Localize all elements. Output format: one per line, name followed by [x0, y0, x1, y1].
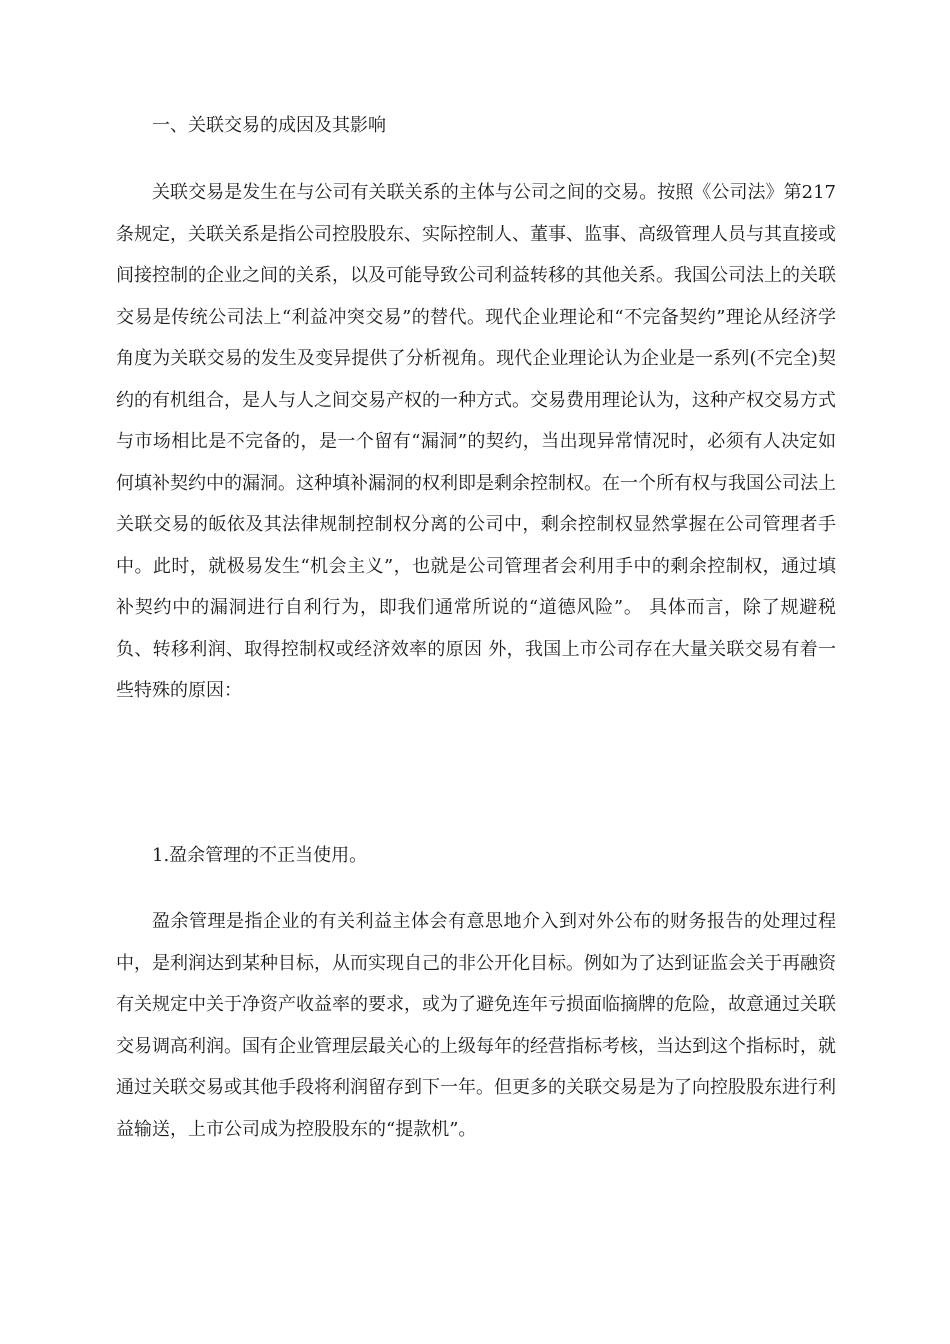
body-paragraph-1: 关联交易是发生在与公司有关联关系的主体与公司之间的交易。按照《公司法》第217条规定，关联关系是指公司控股股东、实际控制人、董事、监事、高级管理人员与其直接或间接控制的企业之间的关系，以及可能导致公司利益转移的其他关系。我国公司法上的关联交易是传统公司法上“利益冲突交易”的替代。现代企业理论和“不完备契约”理论从经济学角度为关联交易的发生及变异提供了分析视角。现代企业理论认为企业是一系列(不完全)契约的有机组合，是人与人之间交易产权的一种方式。交易费用理论认为，这种产权交易方式与市场相比是不完备的，是一个留有“漏洞”的契约，当出现异常情况时，必须有人决定如何填补契约中的漏洞。这种填补漏洞的权利即是剩余控制权。在一个所有权与我国公司法上关联交易的皈依及其法律规制控制权分离的公司中，剩余控制权显然掌握在公司管理者手中。此时，就极易发生“机会主义”，也就是公司管理者会利用手中的剩余控制权，通过填补契约中的漏洞进行自利行为，即我们通常所说的“道德风险”。 具体而言，除了规避税负、转移利润、取得控制权或经济效率的原因 外，我国上市公司存在大量关联交易有着一些特殊的原因：	[116, 182, 836, 701]
body-paragraph-2: 盈余管理是指企业的有关利益主体会有意思地介入到对外公布的财务报告的处理过程中，是利润达到某种目标，从而实现自己的非公开化目标。例如为了达到证监会关于再融资有关规定中关于净资产收益率的要求，或为了避免连年亏损面临摘牌的危险，故意通过关联交易调高利润。国有企业管理层最关心的上级每年的经营指标考核，当达到这个指标时，就通过关联交易或其他手段将利润留存到下一年。但更多的关联交易是为了向控股股东进行利益输送，上市公司成为控股股东的“提款机”。	[116, 911, 836, 1140]
section-heading: 一、关联交易的成因及其影响	[152, 115, 386, 136]
subheading-1: 1.盈余管理的不正当使用。	[152, 845, 368, 866]
